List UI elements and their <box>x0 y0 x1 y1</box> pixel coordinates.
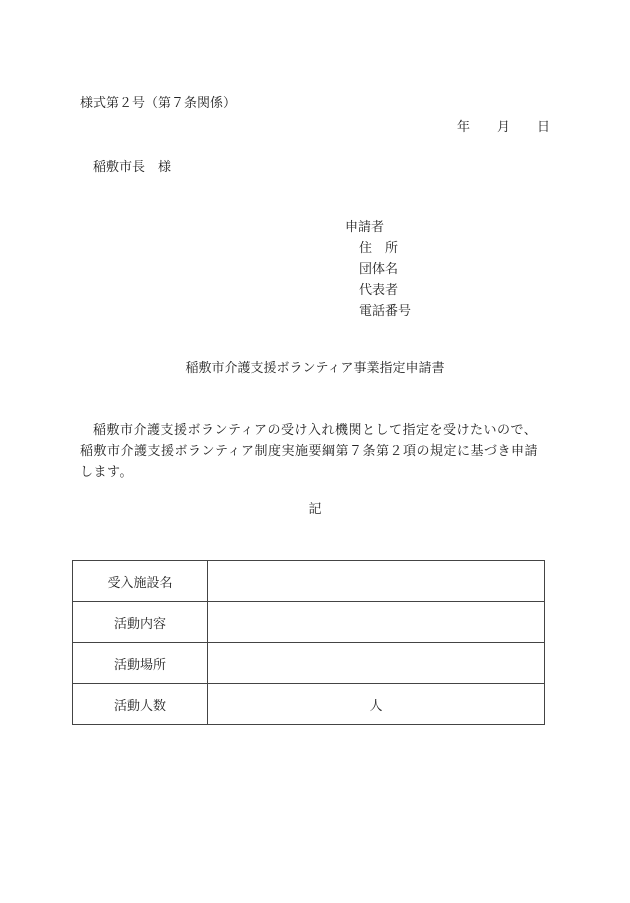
body-text: 稲敷市介護支援ボランティアの受け入れ機関として指定を受けたいので、稲敷市介護支援ボランティア制度実施要綱第７条第２項の規定に基づき申請します。 <box>80 423 538 480</box>
row-label-location: 活動場所 <box>73 643 208 684</box>
applicant-field-representative: 代表者 <box>359 283 399 298</box>
table-row <box>73 561 545 602</box>
document-title: 稲敷市介護支援ボランティア事業指定申請書 <box>185 361 445 376</box>
table-row <box>73 602 545 643</box>
applicant-field-organization: 団体名 <box>359 262 399 277</box>
row-label-facility: 受入施設名 <box>73 561 208 602</box>
date-day: 日 <box>537 120 551 135</box>
row-label-headcount: 活動人数 <box>73 684 208 725</box>
form-number: 様式第２号（第７条関係） <box>80 96 237 111</box>
applicant-block <box>345 221 411 326</box>
date-year: 年 <box>457 120 471 135</box>
row-value-activity[interactable] <box>208 602 545 643</box>
ki-marker: 記 <box>308 502 322 517</box>
row-label-activity: 活動内容 <box>73 602 208 643</box>
table-row <box>73 684 545 725</box>
applicant-heading: 申請者 <box>345 220 385 235</box>
row-value-headcount[interactable]: 人 <box>208 684 545 725</box>
row-value-facility[interactable] <box>208 561 545 602</box>
row-value-location[interactable] <box>208 643 545 684</box>
table-row <box>73 643 545 684</box>
details-table <box>72 560 545 725</box>
date-line <box>457 121 550 134</box>
applicant-field-address: 住 所 <box>359 241 399 256</box>
date-month: 月 <box>497 120 511 135</box>
applicant-field-phone: 電話番号 <box>359 304 412 319</box>
addressee: 稲敷市長 様 <box>93 160 172 175</box>
